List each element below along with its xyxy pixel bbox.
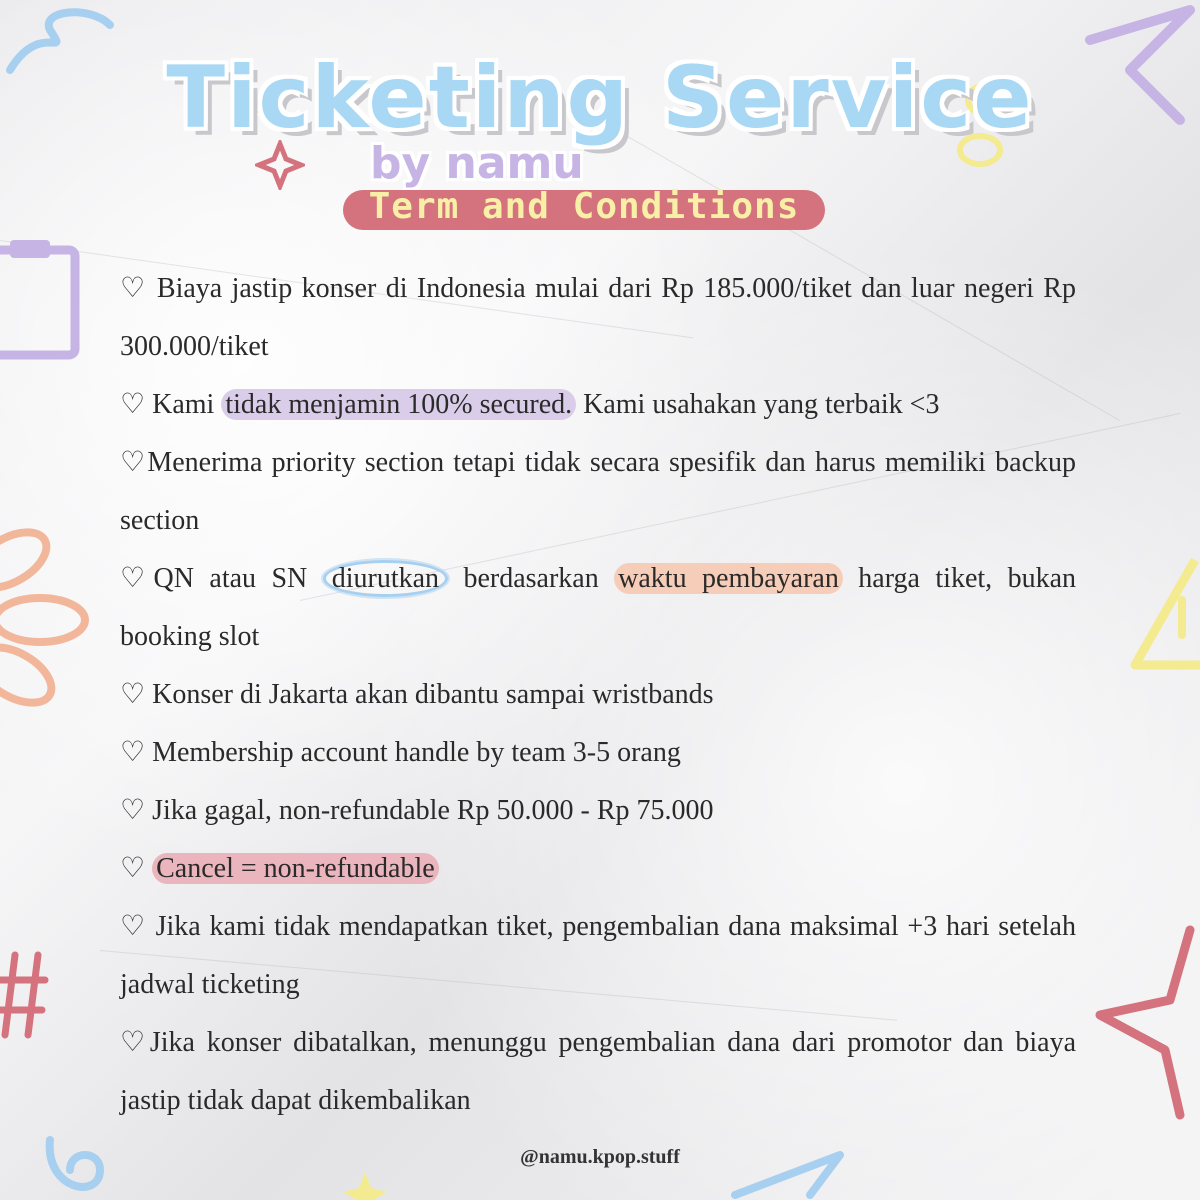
term-text: berdasarkan bbox=[448, 563, 615, 594]
heart-icon: ♡ bbox=[120, 447, 148, 478]
term-text: Membership account handle by team 3-5 orang bbox=[152, 737, 681, 768]
section-title: Term and Conditions bbox=[368, 186, 800, 227]
term-text: Biaya jastip konser di Indonesia mulai dari Rp 185.000/tiket dan luar negeri Rp 300.000/tiket bbox=[120, 273, 1076, 362]
term-item bbox=[120, 724, 1076, 782]
term-item bbox=[120, 434, 1076, 550]
star-icon bbox=[1080, 920, 1200, 1120]
term-item bbox=[120, 782, 1076, 840]
clipboard-icon bbox=[0, 235, 90, 365]
heart-icon: ♡ bbox=[120, 1027, 150, 1058]
term-item bbox=[120, 666, 1076, 724]
byline: by namu bbox=[370, 138, 584, 189]
term-item bbox=[120, 840, 1076, 898]
term-highlight: tidak menjamin 100% secured. bbox=[221, 389, 576, 420]
heart-icon: ♡ bbox=[120, 795, 153, 826]
flower-icon bbox=[0, 500, 100, 720]
term-highlight: waktu pembayaran bbox=[614, 563, 843, 594]
hash-icon bbox=[0, 950, 50, 1040]
term-text: Jika konser dibatalkan, menunggu pengembalian dana dari promotor dan biaya jastip tidak dapat dikembalikan bbox=[120, 1027, 1076, 1116]
heart-icon: ♡ bbox=[120, 853, 153, 884]
header bbox=[0, 30, 1200, 189]
heart-icon: ♡ bbox=[120, 737, 153, 768]
term-item bbox=[120, 550, 1076, 666]
term-text: Jika kami tidak mendapatkan tiket, pengembalian dana maksimal +3 hari setelah jadwal ticketing bbox=[120, 911, 1076, 1000]
term-highlight: Cancel = non-refundable bbox=[152, 853, 439, 884]
term-circled: diurutkan bbox=[323, 560, 448, 597]
warning-icon bbox=[1120, 550, 1200, 680]
term-text: Kami bbox=[152, 389, 222, 420]
term-text: Menerima priority section tetapi tidak secara spesifik dan harus memiliki backup section bbox=[120, 447, 1076, 536]
heart-icon: ♡ bbox=[120, 679, 153, 710]
star-icon bbox=[335, 1170, 395, 1200]
term-text: harga tiket, bukan booking slot bbox=[120, 563, 1077, 652]
term-item bbox=[120, 260, 1076, 376]
page-title: Ticketing Service bbox=[166, 48, 1034, 148]
heart-icon: ♡ bbox=[120, 911, 156, 942]
heart-icon: ♡ bbox=[120, 273, 157, 304]
footer-handle: @namu.kpop.stuff bbox=[520, 1146, 680, 1168]
terms-list bbox=[120, 260, 1076, 1130]
term-item bbox=[120, 898, 1076, 1014]
term-item bbox=[120, 1014, 1076, 1130]
term-text: Konser di Jakarta akan dibantu sampai wristbands bbox=[152, 679, 714, 710]
heart-icon: ♡ bbox=[120, 389, 153, 420]
term-item bbox=[120, 376, 1076, 434]
term-text: QN atau SN bbox=[153, 563, 323, 594]
heart-icon: ♡ bbox=[120, 563, 154, 594]
term-text: Kami usahakan yang terbaik <3 bbox=[576, 389, 940, 420]
term-text: Jika gagal, non-refundable Rp 50.000 - Rp 75.000 bbox=[152, 795, 714, 826]
